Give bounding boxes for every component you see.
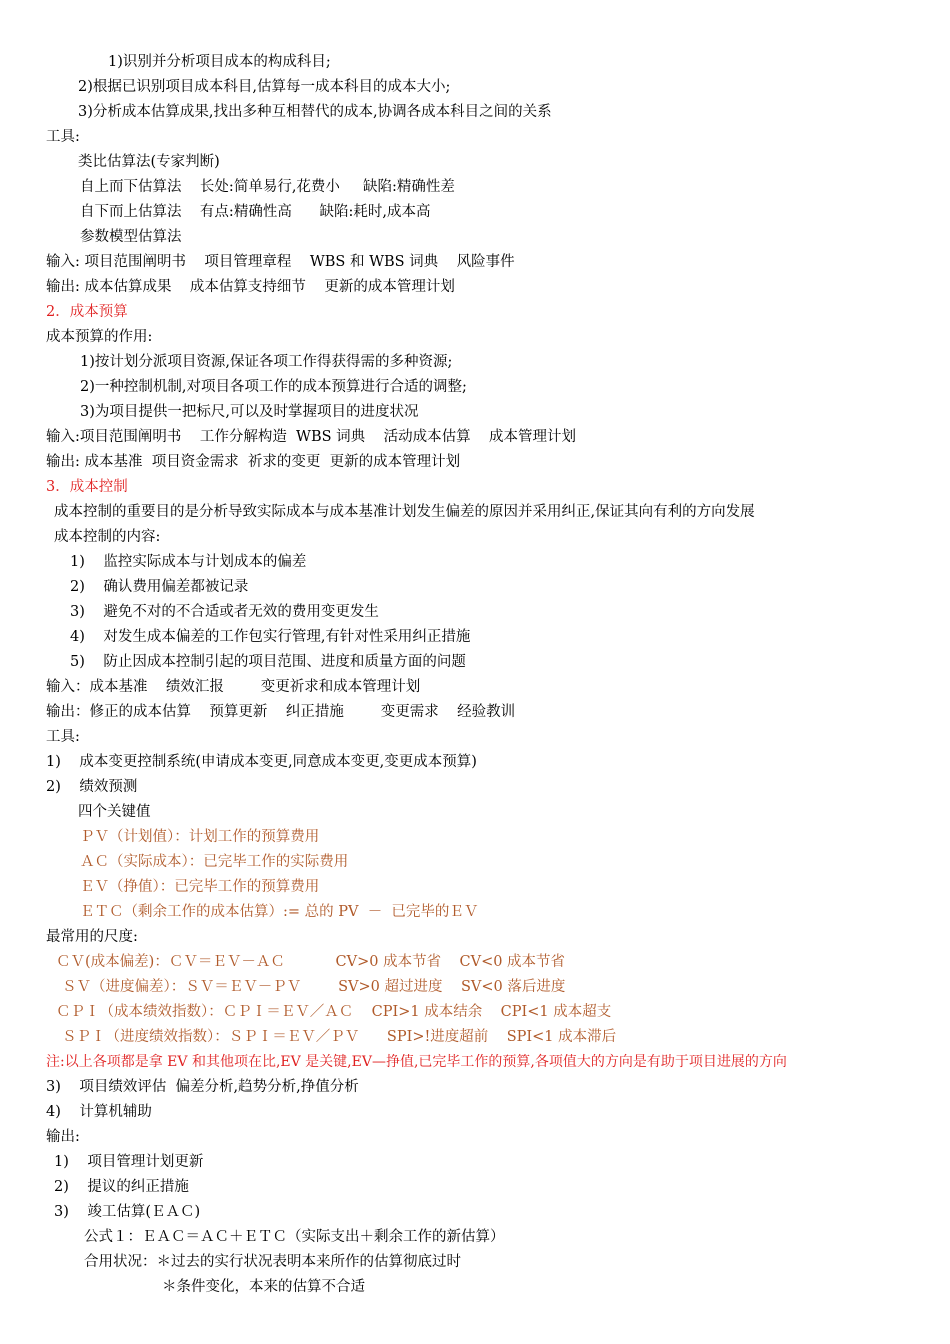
- section-heading: 3．成本控制: [46, 479, 128, 495]
- text-line: 四个关键值: [78, 804, 151, 820]
- formula-line: ＣＶ(成本偏差)：ＣＶ＝ＥＶ－ＡＣ CV>0 成本节省 CV<0 成本节省: [56, 954, 566, 970]
- formula-line: ＳＶ（进度偏差）：ＳＶ＝ＥＶ－ＰＶ SV>0 超过进度 SV<0 落后进度: [62, 979, 566, 995]
- formula-line: ＣＰＩ（成本绩效指数）：ＣＰＩ＝ＥＶ／ＡＣ CPI>1 成本结余 CPI<1 成本超支: [56, 1004, 612, 1020]
- text-line: 工具:: [46, 129, 80, 145]
- text-line: 输出: 成本基准 项目资金需求 祈求的变更 更新的成本管理计划: [46, 454, 461, 470]
- text-line: 3)为项目提供一把标尺,可以及时掌握项目的进度状况: [80, 404, 419, 420]
- text-line: 3)分析成本估算成果,找出多种互相替代的成本,协调各成本科目之间的关系: [78, 104, 552, 120]
- list-item: 1) 成本变更控制系统(申请成本变更,同意成本变更,变更成本预算): [46, 754, 477, 770]
- text-line: 成本控制的重要目的是分析导致实际成本与成本基准计划发生偏差的原因并采用纠正,保证其向有利的方向发展: [54, 504, 755, 520]
- text-line: 成本预算的作用:: [46, 329, 153, 345]
- text-line: 工具:: [46, 729, 80, 745]
- formula-line: ＳＰＩ（进度绩效指数）：ＳＰＩ＝ＥＶ／ＰＶ SPI>!进度超前 SPI<1 成本滞后: [62, 1029, 617, 1045]
- formula-line: ＡＣ（实际成本）：已完毕工作的实际费用: [80, 854, 349, 870]
- text-line: 1)识别并分析项目成本的构成科目;: [108, 54, 331, 70]
- list-item: 3) 避免不对的不合适或者无效的费用变更发生: [70, 604, 379, 620]
- text-line: 2)根据已识别项目成本科目,估算每一成本科目的成本大小;: [78, 79, 451, 95]
- list-item: 1) 监控实际成本与计划成本的偏差: [70, 554, 307, 570]
- note-line: 注:以上各项都是拿 EV 和其他项在比,EV 是关键,EV—挣值,已完毕工作的预算,各项值大的方向是有助于项目进展的方向: [46, 1054, 787, 1070]
- text-line: 输出：修正的成本估算 预算更新 纠正措施 变更需求 经验教训: [46, 704, 516, 720]
- text-line: ＊条件变化，本来的估算不合适: [162, 1279, 365, 1295]
- text-line: 输入：成本基准 绩效汇报 变更祈求和成本管理计划: [46, 679, 421, 695]
- text-line: 合用状况：＊过去的实行状况表明本来所作的估算彻底过时: [84, 1254, 461, 1270]
- text-line: 参数模型估算法: [80, 229, 182, 245]
- list-item: 4) 计算机辅助: [46, 1104, 152, 1120]
- text-line: 输入: 项目范围阐明书 项目管理章程 WBS 和 WBS 词典 风险事件: [46, 254, 515, 270]
- list-item: 2) 绩效预测: [46, 779, 138, 795]
- text-line: 成本控制的内容:: [54, 529, 161, 545]
- formula-line: 公式１：ＥＡＣ＝ＡＣ＋ＥＴＣ（实际支出＋剩余工作的新估算）: [84, 1229, 505, 1245]
- formula-line: ＥＴＣ（剩余工作的成本估算）:= 总的 PV － 已完毕的ＥＶ: [80, 904, 479, 920]
- list-item: 3) 项目绩效评估 偏差分析,趋势分析,挣值分析: [46, 1079, 359, 1095]
- formula-line: ＥＶ（挣值）：已完毕工作的预算费用: [80, 879, 320, 895]
- formula-line: ＰＶ（计划值）：计划工作的预算费用: [80, 829, 320, 845]
- list-item: 2) 确认费用偏差都被记录: [70, 579, 249, 595]
- text-line: 类比估算法(专家判断): [78, 154, 220, 170]
- list-item: 2) 提议的纠正措施: [54, 1179, 189, 1195]
- text-line: 自下而上估算法 有点:精确性高 缺陷:耗时,成本高: [80, 204, 431, 220]
- text-line: 输出:: [46, 1129, 80, 1145]
- list-item: 3) 竣工估算(ＥＡＣ): [54, 1204, 201, 1220]
- text-line: 2)一种控制机制,对项目各项工作的成本预算进行合适的调整;: [80, 379, 467, 395]
- text-line: 1)按计划分派项目资源,保证各项工作得获得需的多种资源;: [80, 354, 453, 370]
- section-heading: 2．成本预算: [46, 304, 128, 320]
- text-line: 最常用的尺度:: [46, 929, 138, 945]
- list-item: 5) 防止因成本控制引起的项目范围、进度和质量方面的问题: [70, 654, 466, 670]
- text-line: 输出: 成本估算成果 成本估算支持细节 更新的成本管理计划: [46, 279, 455, 295]
- list-item: 1) 项目管理计划更新: [54, 1154, 204, 1170]
- text-line: 自上而下估算法 长处:简单易行,花费小 缺陷:精确性差: [80, 179, 455, 195]
- list-item: 4) 对发生成本偏差的工作包实行管理,有针对性采用纠正措施: [70, 629, 471, 645]
- text-line: 输入:项目范围阐明书 工作分解构造 WBS 词典 活动成本估算 成本管理计划: [46, 429, 577, 445]
